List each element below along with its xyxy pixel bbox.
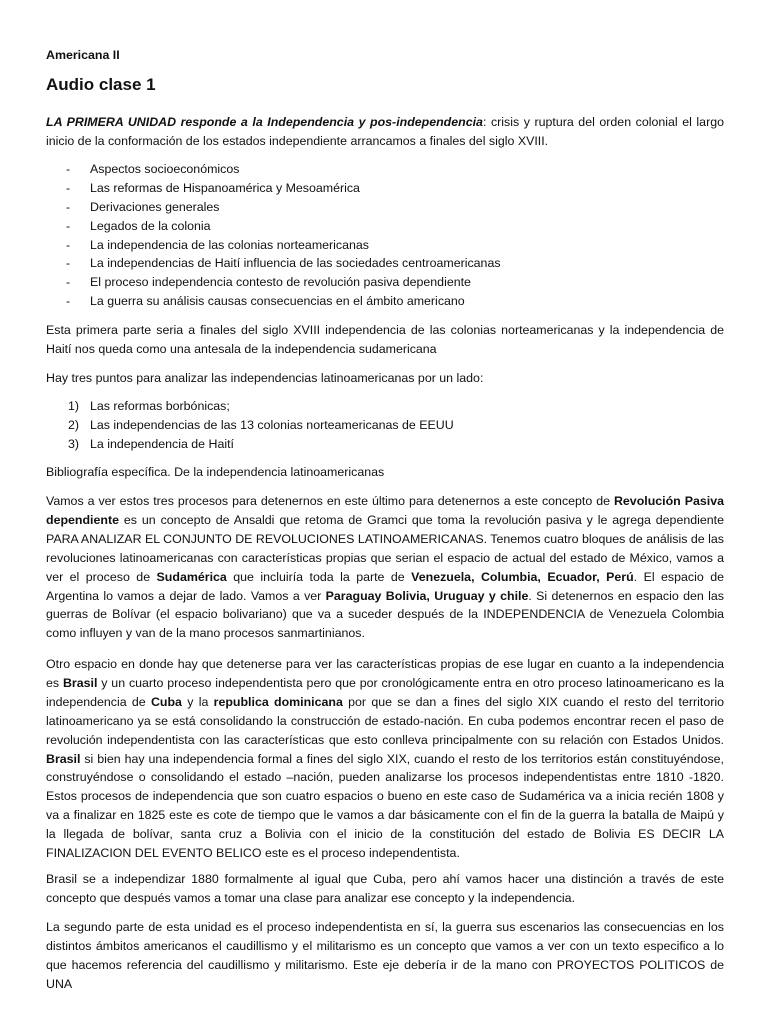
bold-run: Cuba (150, 694, 182, 709)
topics-list (46, 160, 501, 311)
points-list (46, 397, 454, 454)
course-name: Americana II (46, 48, 120, 62)
text-run: Otro espacio en donde hay que detenerse para ver las características propias de ese lugar en cuanto a la independencia es (46, 657, 724, 690)
text-run: . El espacio de Argentina lo vamos a dejar de lado. Vamos a ver (46, 569, 724, 603)
item-number: 3) (68, 436, 80, 451)
text-run: . Si detenernos en espacio den las guerras de Bolívar (el espacio bolivariano) que va a suceder después de la INDEPENDENCIA de Venezuela Colombia como influyen y van de la mano procesos sanmartinianos. (46, 588, 725, 641)
paragraph-8: La segundo parte de esta unidad es el proceso independentista en sí, la guerra sus escenarios las consecuencias en los distintos ámbitos americanos el caudillismo y el militarismo es un concepto que vamos a ver con un texto especifico a lo que hacemos referencia del caudillismo y militarismo. Este eje debería ir de la mano con PROYECTOS POLITICOS de UNA (46, 920, 724, 991)
intro-rest: : crisis y ruptura del orden colonial el largo inicio de la conformación de los estados independiente arrancamos a finales del siglo XVIII. (46, 115, 724, 148)
intro-emphasis: LA PRIMERA UNIDAD responde a la Independencia y pos-independencia (46, 115, 483, 129)
paragraph-7: Brasil se a independizar 1880 formalmente al igual que Cuba, pero ahí vamos hacer una distinción a través de este concepto que después vamos a tomar una clase para analizar ese concepto y la independencia. (46, 872, 724, 905)
item-text: Las reformas borbónicas; (90, 399, 230, 413)
item-number: 2) (68, 417, 80, 432)
list-item: - Las reformas de Hispanoamérica y Mesoamérica (46, 179, 501, 198)
paragraph-3: Hay tres puntos para analizar las independencias latinoamericanas por un lado: (46, 371, 484, 385)
item-number: 1) (68, 399, 80, 413)
bold-run: Venezuela, Columbia, Ecuador, Perú (411, 569, 634, 584)
bold-run: Sudamérica (156, 569, 227, 584)
list-item (46, 416, 454, 435)
item-text: La independencia de Haití (90, 436, 234, 451)
intro-paragraph (46, 113, 724, 151)
bold-run: Paraguay Bolivia, Uruguay y chile (325, 588, 529, 603)
text-run: por que se dan a fines del siglo XIX cuando el resto del territorio latinoamericano ya se está consolidando la construcción de estado-nación. En cuba podemos encontrar recen el paso de revolución independentista con las características que esto conlleva principalmente con su relación con Estados Unidos. (46, 694, 724, 747)
text-run: y la (181, 694, 214, 709)
item-text: Las independencias de las 13 colonias norteamericanas de EEUU (90, 417, 454, 432)
list-item: - La independencia de las colonias norteamericanas (46, 236, 501, 255)
text-run: Vamos a ver estos tres procesos para detenernos en este último para detenernos a este concepto de (46, 494, 614, 508)
bold-run: Revolución Pasiva dependiente (46, 494, 724, 527)
list-item: - La guerra su análisis causas consecuencias en el ámbito americano (46, 292, 501, 311)
list-item: - Derivaciones generales (46, 198, 501, 217)
list-item: - Legados de la colonia (46, 217, 501, 236)
list-item: - Aspectos socioeconómicos (46, 160, 501, 179)
text-run: que incluiría toda la parte de (226, 569, 412, 584)
text-run: y un cuarto proceso independentista pero que por cronológicamente entra en otro proceso latinoamericano es la independencia de (46, 675, 725, 709)
list-item: - La independencias de Haití influencia de las sociedades centroamericanas (46, 254, 501, 273)
document-title: Audio clase 1 (46, 75, 156, 94)
paragraph-2: Esta primera parte seria a finales del siglo XVIII independencia de las colonias norteamericanas y la independencia de Haití nos queda como una antesala de la independencia sudamericana (46, 323, 724, 356)
text-run: es un concepto de Ansaldi que retoma de Gramci que toma la revolución pasiva y le agrega dependiente PARA ANALIZAR EL CONJUNTO DE REVOLUCIONES LATINOAMERICANAS. Tenemos cuatro bloques de análisis de las revoluciones latinoamericanas con características propias que serian el espacio de actual del estado de México, vamos a ver el proceso de (46, 512, 724, 584)
bold-run: Brasil (62, 675, 98, 690)
paragraph-5 (46, 492, 724, 643)
paragraph-4: Bibliografía específica. De la independencia latinoamericanas (46, 465, 385, 479)
list-item (46, 397, 454, 416)
paragraph-6 (46, 655, 724, 863)
list-item: - El proceso independencia contesto de revolución pasiva dependiente (46, 273, 501, 292)
bold-run: Brasil (46, 751, 81, 766)
text-run: si bien hay una independencia formal a fines del siglo XIX, cuando el resto de los territorios están constituyéndose, construyéndose o consolidando el estado –nación, pueden analizarse los procesos independentistas entre 1810 -1820. Estos procesos de independencia que son cuatro espacios o bueno en este caso de Sudamérica va a inicia recién 1808 y va a finalizar en 1825 este es cote de tiempo que le vamos a dar básicamente con el fin de la guerra la batalla de Maipú y la llegada de bolívar, santa cruz a Bolivia con el inicio de la constitución del estado de Bolivia ES DECIR LA FINALIZACION DEL EVENTO BELICO este es el proceso independentista. (46, 751, 724, 861)
bold-run: republica dominicana (213, 694, 343, 709)
list-item (46, 435, 454, 454)
